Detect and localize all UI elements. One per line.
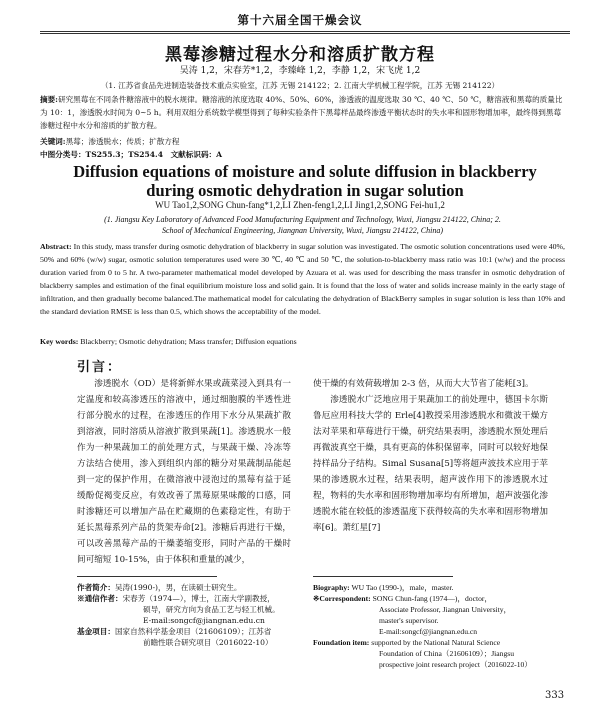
footnotes-chinese <box>77 582 299 648</box>
correspondent-en-line2: Associate Professor, Jiangnan University， <box>379 605 512 614</box>
biography-en-label: Biography: <box>313 583 350 592</box>
chinese-abstract-text: 研究黑莓在不同条件糖溶液中的脱水规律。糖溶液的浓度选取 40%、50%、60%，渗透液的温度选取 30 ℃、40 ℃、50 ℃，糖溶液和黑莓的质量比为 10：1，渗透脱水时间为 0~5 h。利用双组分系统数学模型得到了每种实验条件下黑莓样品最终渗透平衡状态时的失水率和固形物增加率，最终得到黑莓渗糖过程中水分和溶质的扩散方程。 <box>40 95 563 130</box>
footnotes-english <box>313 582 553 670</box>
foundation-en-label: Foundation item: <box>313 638 370 647</box>
english-abstract-text: In this study, mass transfer during osmotic dehydration of blackberry in sugar solution was investigated. The osmotic solution concentrations used were 40%, 50% and 60% (w/w) sugar, osmotic solution temperatures used were 30 ℃, 40 ℃ and 50 ℃, the solution-to-blackberry mass ratio was 10:1 (w/w) and the process duration varied from 0 to 5 hr. A two-parameter mathematical model developed by Azuara et al. was used for describing the mass transfer in osmotic dehydration of blackberry samples and estimation of the final equilibrium moisture loss and solid gain. It is found that the loss of water and solids increase mainly in the early stage of infiltration, and then gradually become balanced.The mathematical model for calculating the dehydration of BlackBerry samples in sugar solution is less than 10% and the standard deviation RMSE is less than 0.5, which shows the acceptability of the model. <box>40 242 566 316</box>
english-affiliation-line2: School of Mechanical Engineering, Jiangnan University, Wuxi, Jiangsu 214122, China) <box>161 226 444 235</box>
chinese-keywords-text: 黑莓；渗透脱水；传质；扩散方程 <box>65 137 180 146</box>
intro-left-column <box>77 376 291 568</box>
intro-paragraph-1: 渗透脱水（OD）是将新鲜水果或蔬菜浸入到具有一定温度和较高渗透压的溶液中，通过细胞膜的半透性进行部分脱水的过程，在渗透压的作用下水分从果蔬扩散到溶液，同时溶质从溶液扩散到果蔬[1]。渗透脱水一般作为一种果蔬加工的前处理方式，与果蔬干燥、冷冻等方法结合使用，渗入到组织内部的糖分对果蔬制品能起到一定的保护作用，在微溶液中浸泡过的黑莓有益于延缓酚促褐变反应，有效改善了黑莓原果味酸的口感，同时渗糖还可以增加产品在贮藏期的色素稳定性，有助于延长黑莓系列产品的货架寿命[2]。渗糖后再进行干燥，可以改善黑莓产品的干燥萎缩变形，同时产品的干燥时间可缩短 10-15%，由于体积和重量的减少， <box>77 379 291 565</box>
foundation-en-line3: prospective joint research project（2016022-10） <box>379 660 532 669</box>
footnote-rule-left <box>77 576 217 577</box>
author-bio-zh-label: 作者简介： <box>77 583 115 592</box>
header-rule <box>40 31 570 32</box>
biography-en-text: WU Tao (1990-)，male，master. <box>351 583 454 592</box>
biography-en <box>313 582 553 593</box>
fund-zh-line2: 前瞻性联合研究项目（2016022-10） <box>143 638 273 647</box>
footnote-rule-right <box>313 576 453 577</box>
foundation-en <box>313 637 553 648</box>
page-number: 333 <box>545 690 565 701</box>
english-affiliation-line1: (1. Jiangsu Key Laboratory of Advanced Food Manufacturing Equipment and Technology, Wuxi, Jiangsu 214122, China; 2. <box>104 215 501 224</box>
english-keywords-label: Key words: <box>40 337 79 346</box>
english-title-line2: during osmotic dehydration in sugar solution <box>146 181 464 200</box>
author-bio-zh-text: 吴涛(1990-)，男，在读硕士研究生。 <box>114 583 242 592</box>
author-bio-zh <box>77 582 299 593</box>
chinese-affiliation: （1. 江苏省食品先进制造装备技术重点实验室，江苏 无锡 214122；2. 江南大学机械工程学院，江苏 无锡 214122） <box>100 81 500 90</box>
english-authors: WU Tao1,2,SONG Chun-fang*1,2,LI Zhen-feng1,2,LI Jing1,2,SONG Fei-hu1,2 <box>155 200 445 210</box>
header-rule-2 <box>40 33 570 34</box>
english-keywords-text: Blackberry; Osmotic dehydration; Mass transfer; Diffusion equations <box>80 337 297 346</box>
correspondent-en <box>313 593 553 604</box>
classification-code: 中图分类号：TS255.3；TS254.4 文献标识码：A <box>40 150 223 159</box>
correspondent-zh-email: E-mail:songcf@jiangnan.edu.cn <box>143 616 265 625</box>
chinese-authors: 吴涛 1,2，宋春芳*1,2，李臻峰 1,2，李静 1,2，宋飞虎 1,2 <box>179 66 421 76</box>
fund-zh-line1: 国家自然科学基金项目（21606109）；江苏省 <box>114 627 272 636</box>
correspondent-zh-line2: 硕导，研究方向为食品工艺与轻工机械。 <box>143 605 280 614</box>
foundation-en-line1: supported by the National Natural Science <box>371 638 501 647</box>
chinese-title: 黑莓渗糖过程水分和溶质扩散方程 <box>165 45 435 65</box>
foundation-en-line2: Foundation of China（21606109）；Jiangsu <box>379 649 514 658</box>
chinese-abstract <box>40 93 565 132</box>
correspondent-zh-line1: 宋春芳（1974—），博士，江南大学副教授， <box>122 594 275 603</box>
chinese-abstract-label: 摘要: <box>40 95 58 104</box>
english-title-line1: Diffusion equations of moisture and solute diffusion in blackberry <box>73 162 537 181</box>
correspondent-en-line1: SONG Chun-fang (1974—)，doctor， <box>372 594 492 603</box>
intro-paragraph-1-continued: 使干燥的有效荷载增加 2-3 倍，从而大大节省了能耗[3]。 <box>313 379 534 389</box>
english-keywords <box>40 337 565 346</box>
chinese-keywords <box>40 136 180 147</box>
introduction-heading: 引言： <box>77 360 123 375</box>
correspondent-zh <box>77 593 299 604</box>
intro-right-column <box>313 376 548 536</box>
english-abstract <box>40 240 565 318</box>
fund-zh <box>77 626 299 637</box>
correspondent-en-line3: master's supervisor. <box>379 616 439 625</box>
english-abstract-label: Abstract: <box>40 242 72 251</box>
correspondent-en-email: E-mail:songcf@jiangnan.edu.cn <box>379 627 478 636</box>
conference-header: 第十六届全国干燥会议 <box>237 13 363 27</box>
english-affiliation <box>40 214 565 236</box>
correspondent-en-label: ※Correspondent: <box>313 594 371 603</box>
english-title <box>30 162 580 200</box>
fund-zh-label: 基金项目： <box>77 627 115 636</box>
correspondent-zh-label: ※通信作者： <box>77 594 123 603</box>
chinese-keywords-label: 关键词: <box>40 137 66 146</box>
intro-paragraph-2: 渗透脱水广泛地应用于果蔬加工的前处理中，德国卡尔斯鲁厄应用科技大学的 Erle[4]教授采用渗透脱水和微波干燥方法对苹果和草莓进行干燥，研究结果表明，渗透脱水预处理后再微波真空干燥，具有更高的体积保留率，同时可以较好地保持样品分子结构。Simal Susana[5]等将超声波技术应用于苹果的渗透脱水过程，结果表明，超声波作用下的渗透脱水过程，物料的失水率和固形物增加率均有所增加，超声波强化渗透脱水能在较低的渗透温度下获得较高的失水率和固形物增加率[6]。萧红星[7] <box>313 395 548 533</box>
